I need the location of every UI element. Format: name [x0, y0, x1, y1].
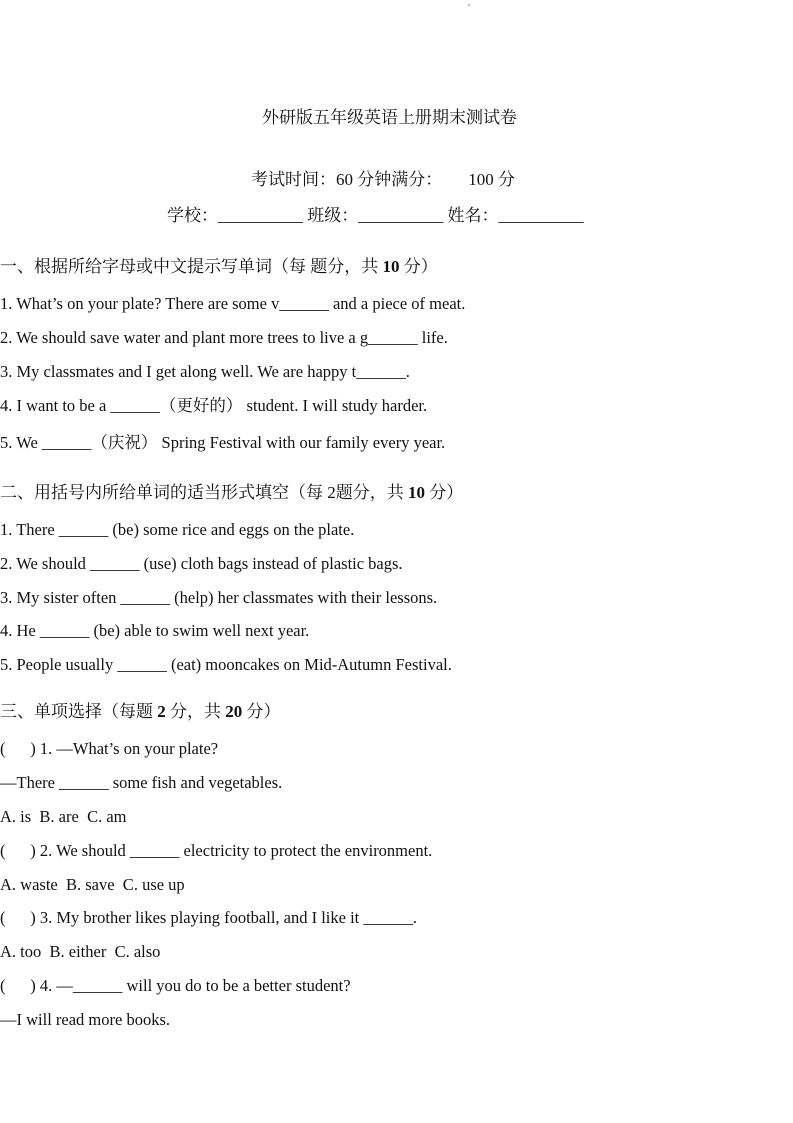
- section1-item-4: 4. I want to be a ______（更好的） student. I will study harder.: [0, 396, 428, 415]
- section1-item-2: 2. We should save water and plant more trees to live a g______ life.: [0, 328, 448, 347]
- student-info-line: 学校：__________ 班级：__________ 姓名：__________: [167, 206, 584, 225]
- section1-heading: 一、根据所给字母或中文提示写单词（每 题分，共 10 分）: [0, 257, 438, 276]
- scan-dot: [468, 4, 470, 6]
- section3-line-3: A. is B. are C. am: [0, 807, 127, 826]
- section2-item-4: 4. He ______ (be) able to swim well next year.: [0, 621, 310, 640]
- page-title: 外研版五年级英语上册期末测试卷: [262, 108, 517, 127]
- section3-line-7: A. too B. either C. also: [0, 942, 161, 961]
- section3-line-4: ( ) 2. We should ______ electricity to protect the environment.: [0, 841, 433, 860]
- section1-item-1: 1. What’s on your plate? There are some v______ and a piece of meat.: [0, 294, 466, 313]
- section2-item-3: 3. My sister often ______ (help) her classmates with their lessons.: [0, 588, 438, 607]
- section3-heading: 三、单项选择（每题 2 分，共 20 分）: [0, 702, 281, 721]
- section3-line-2: —There ______ some fish and vegetables.: [0, 773, 283, 792]
- section1-item-5: 5. We ______（庆祝） Spring Festival with our family every year.: [0, 433, 446, 452]
- section3-line-1: ( ) 1. —What’s on your plate?: [0, 739, 219, 758]
- section2-item-1: 1. There ______ (be) some rice and eggs on the plate.: [0, 520, 355, 539]
- exam-time-label: 考试时间：60 分钟满分：: [251, 170, 443, 189]
- section3-line-5: A. waste B. save C. use up: [0, 875, 185, 894]
- section3-line-6: ( ) 3. My brother likes playing football, and I like it ______.: [0, 908, 418, 927]
- section3-line-9: —I will read more books.: [0, 1010, 171, 1029]
- section1-item-3: 3. My classmates and I get along well. We are happy t______.: [0, 362, 410, 381]
- section2-heading: 二、用括号内所给单词的适当形式填空（每 2题分，共 10 分）: [0, 483, 464, 502]
- exam-time-line: [251, 170, 515, 190]
- section3-line-8: ( ) 4. —______ will you do to be a better student?: [0, 976, 351, 995]
- section2-item-2: 2. We should ______ (use) cloth bags instead of plastic bags.: [0, 554, 403, 573]
- full-score: 100 分: [468, 170, 515, 189]
- section2-item-5: 5. People usually ______ (eat) mooncakes on Mid-Autumn Festival.: [0, 655, 452, 674]
